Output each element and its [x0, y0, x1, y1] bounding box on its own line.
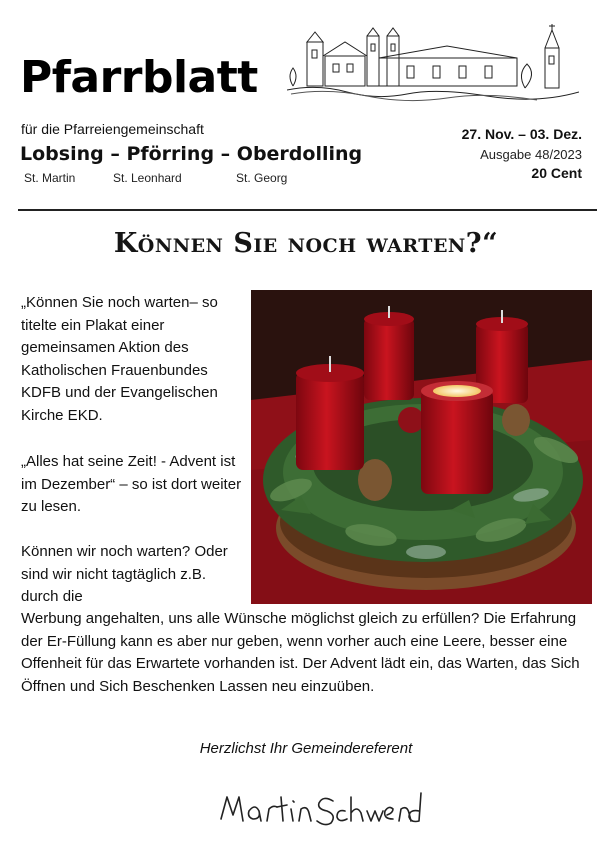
church-illustration-icon [287, 22, 579, 109]
advent-wreath-photo [251, 290, 592, 604]
signature-icon [215, 785, 427, 834]
subtitle: für die Pfarreiengemeinschaft [21, 121, 204, 137]
saint-georg-label: St. Georg [236, 171, 288, 185]
article-headline: Können Sie noch warten?“ [113, 228, 499, 259]
paragraph-3-continued: Werbung angehalten, uns alle Wünsche möglichst gleich zu erfüllen? Die Erfahrung der Er-Füllung kann es aber nur geben, wenn vorher auch eine Leere, besser eine Offenheit für das Erwartete vorhanden ist. Der Advent lädt ein, das Warten, das Sich Öffnen und Sich Beschenken Lassen neu einzuüben. [21, 610, 580, 695]
parishes-line: Lobsing – Pförring – Oberdolling [20, 143, 363, 165]
paragraph-3-start: Können wir noch warten? Oder sind wir nicht tagtäglich z.B. durch die [21, 543, 228, 605]
header-divider [18, 209, 597, 211]
wreath-icon [251, 290, 592, 604]
closing-greeting: Herzlichst Ihr Gemeindereferent [199, 740, 413, 757]
newsletter-title: Pfarrblatt [20, 52, 258, 103]
issue-number: Ausgabe 48/2023 [480, 147, 582, 162]
issue-date: 27. Nov. – 03. Dez. [461, 126, 582, 142]
saint-martin-label: St. Martin [24, 171, 76, 185]
paragraph-1: „Können Sie noch warten– so titelte ein Plakat einer gemeinsamen Aktion des Katholischen Frauenbundes KDFB und der Evangelischen Kirche EKD. [21, 294, 218, 424]
issue-price: 20 Cent [531, 165, 582, 181]
paragraph-2: „Alles hat seine Zeit! - Advent ist im Dezember“ – so ist dort weiter zu lesen. [21, 453, 242, 515]
saint-leonhard-label: St. Leonhard [113, 171, 182, 185]
